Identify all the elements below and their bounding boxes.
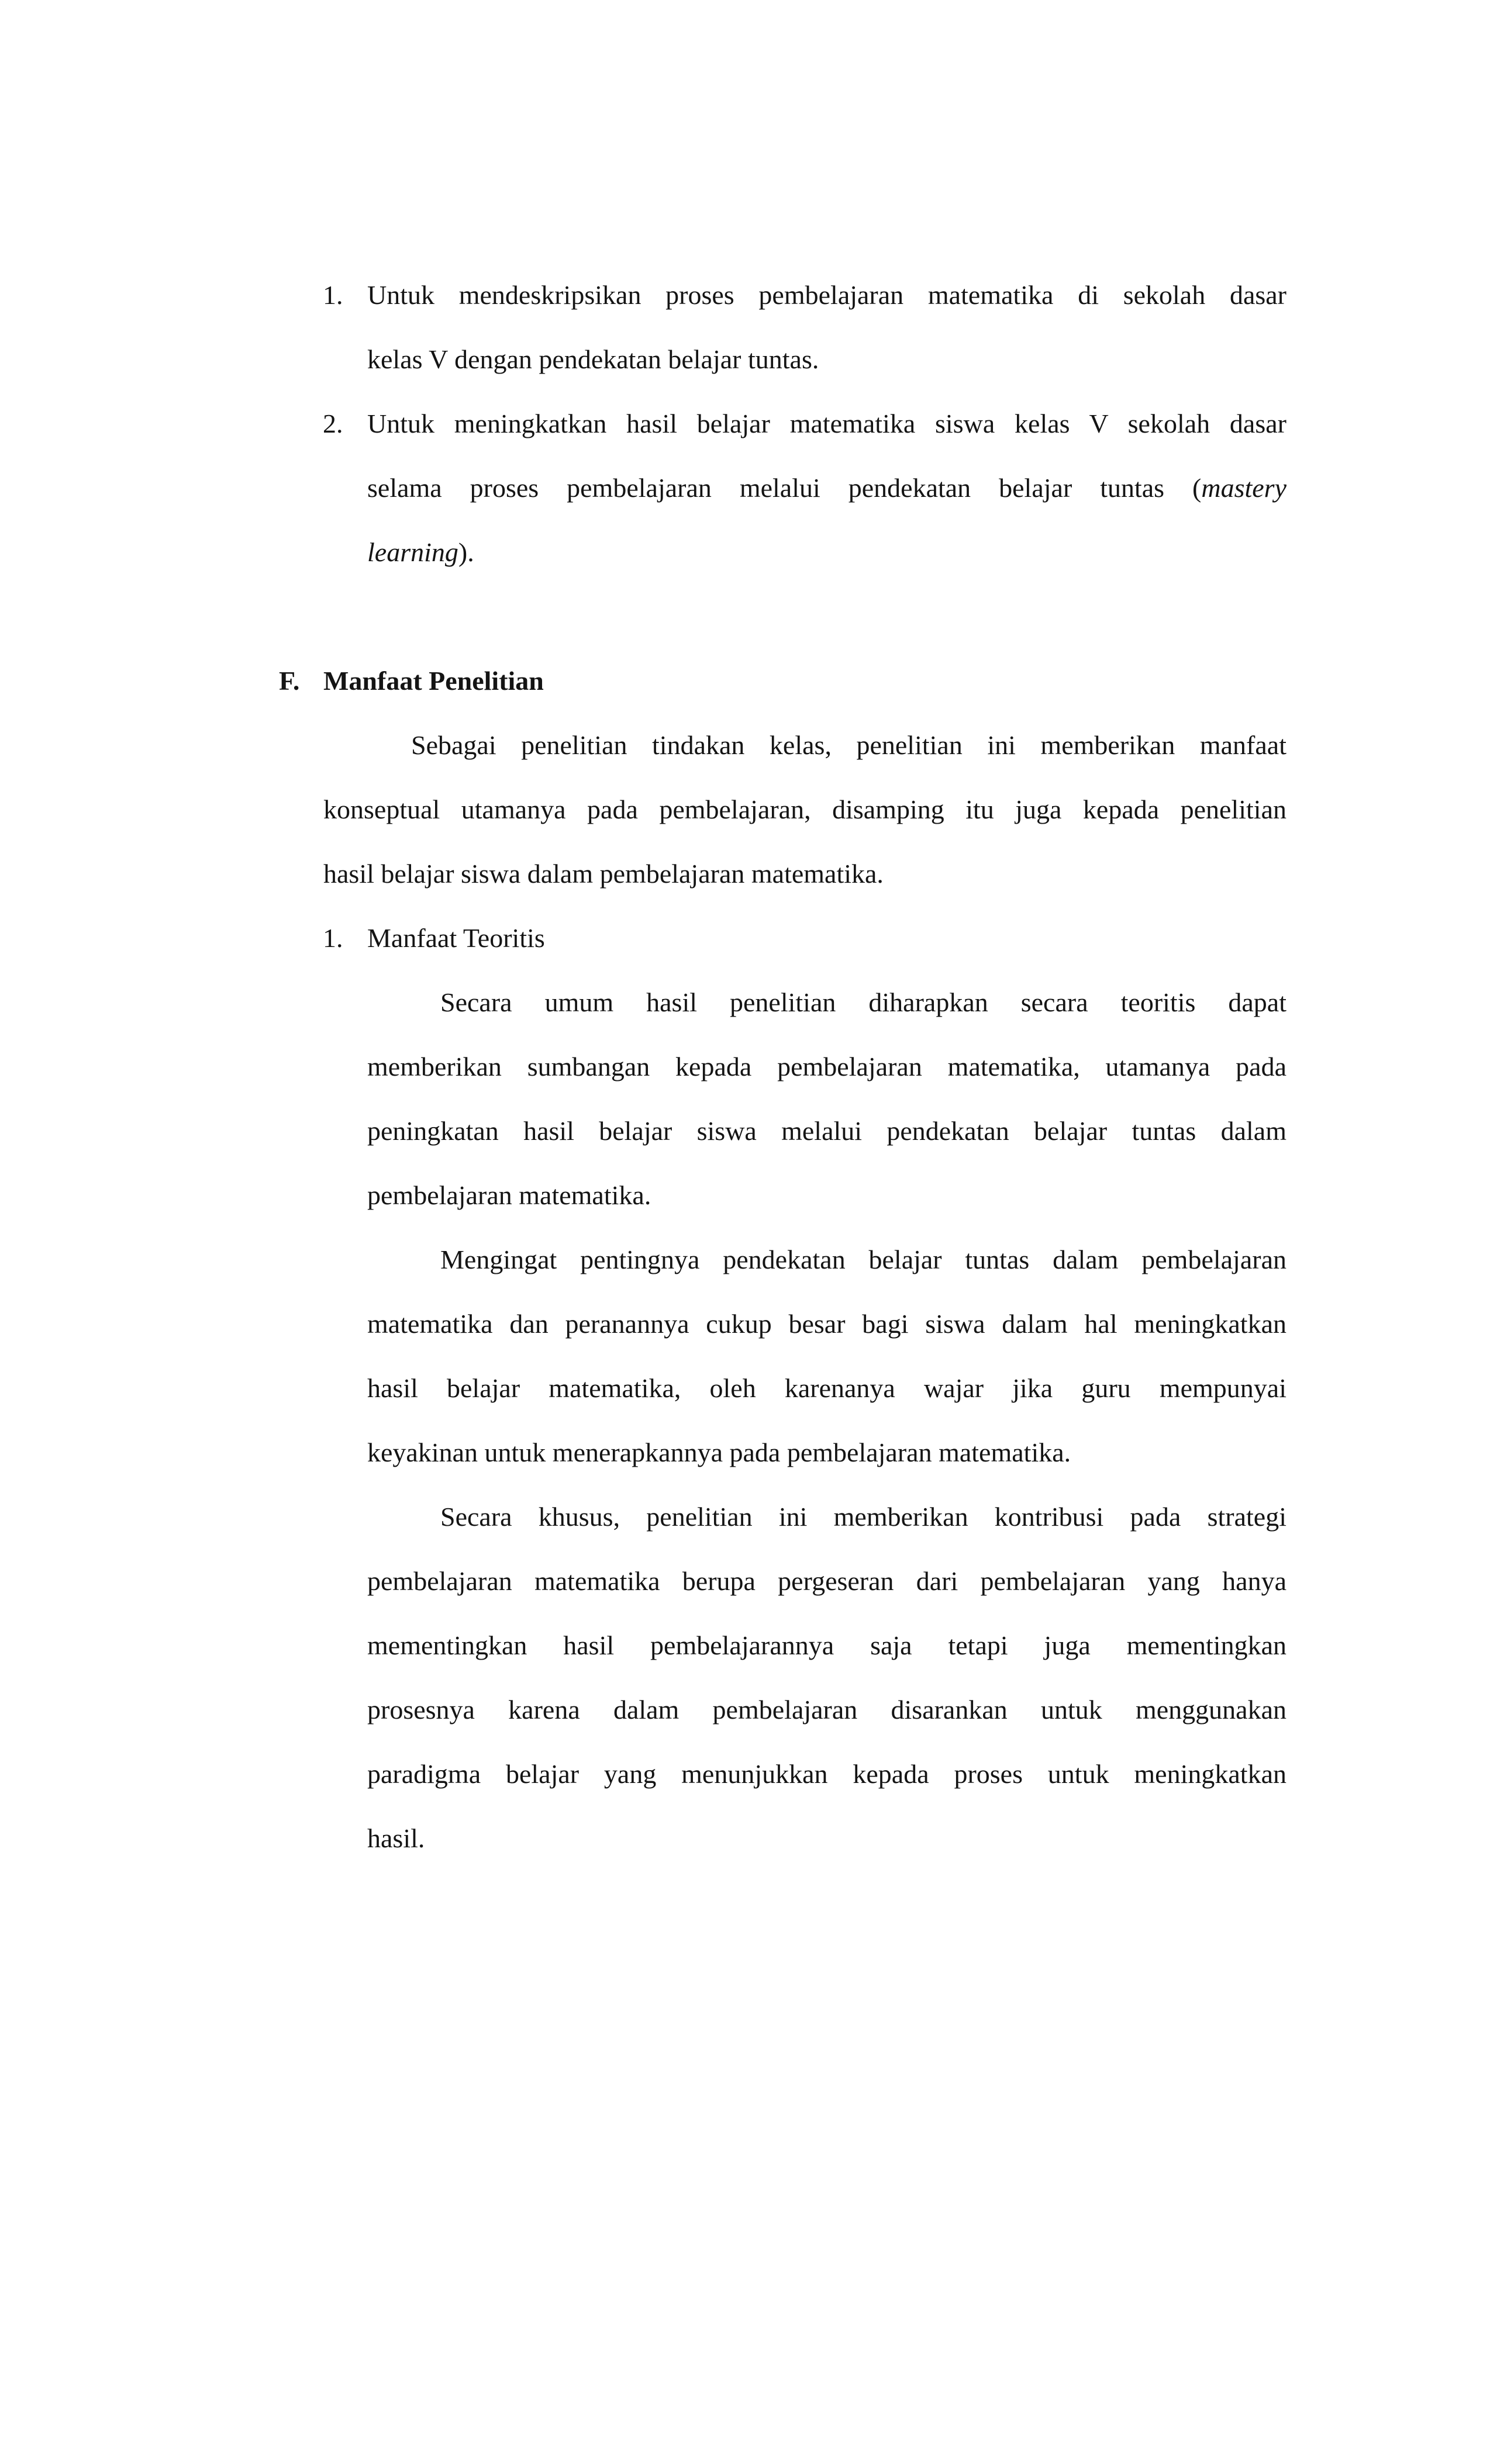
section-letter: F. <box>279 666 300 696</box>
objective-line <box>367 535 474 570</box>
paragraph-line: pembelajaran matematika. <box>367 1180 651 1210</box>
paragraph-line: mementingkan hasil pembelajarannya saja tetapi juga mementingkan <box>367 1630 1286 1660</box>
objective-line: Untuk meningkatkan hasil belajar matematika siswa kelas V sekolah dasar <box>367 409 1286 438</box>
objective-text: ). <box>458 537 474 567</box>
paragraph-line: hasil belajar matematika, oleh karenanya wajar jika guru mempunyai <box>367 1373 1286 1403</box>
objective-number: 2. <box>323 409 343 438</box>
objective-line <box>367 471 1286 506</box>
subsection-number: 1. <box>323 923 343 953</box>
paragraph-line: memberikan sumbangan kepada pembelajaran matematika, utamanya pada <box>367 1052 1286 1081</box>
objective-text: selama proses pembelajaran melalui pendekatan belajar tuntas ( <box>367 473 1202 503</box>
paragraph-line: pembelajaran matematika berupa pergeseran dari pembelajaran yang hanya <box>367 1566 1286 1596</box>
objective-line: kelas V dengan pendekatan belajar tuntas. <box>367 344 819 374</box>
paragraph-line: peningkatan hasil belajar siswa melalui pendekatan belajar tuntas dalam <box>367 1116 1286 1146</box>
section-title: Manfaat Penelitian <box>323 666 544 696</box>
objective-italic-term: mastery <box>1201 473 1286 503</box>
objective-line: Untuk mendeskripsikan proses pembelajaran matematika di sekolah dasar <box>367 280 1286 310</box>
paragraph-line: konseptual utamanya pada pembelajaran, disamping itu juga kepada penelitian <box>323 794 1286 824</box>
paragraph-line: hasil. <box>367 1823 425 1853</box>
paragraph-line: hasil belajar siswa dalam pembelajaran matematika. <box>323 859 884 889</box>
paragraph-line: Secara khusus, penelitian ini memberikan kontribusi pada strategi <box>440 1502 1286 1532</box>
paragraph-line: Mengingat pentingnya pendekatan belajar tuntas dalam pembelajaran <box>440 1245 1286 1274</box>
paragraph-line: paradigma belajar yang menunjukkan kepada proses untuk meningkatkan <box>367 1759 1286 1789</box>
paragraph-line: keyakinan untuk menerapkannya pada pembelajaran matematika. <box>367 1437 1071 1467</box>
subsection-title: Manfaat Teoritis <box>367 923 545 953</box>
objective-number: 1. <box>323 280 343 310</box>
paragraph-line: Sebagai penelitian tindakan kelas, penelitian ini memberikan manfaat <box>411 730 1286 760</box>
objective-italic-term: learning <box>367 537 458 567</box>
paragraph-line: matematika dan peranannya cukup besar bagi siswa dalam hal meningkatkan <box>367 1309 1286 1339</box>
paragraph-line: Secara umum hasil penelitian diharapkan secara teoritis dapat <box>440 987 1286 1017</box>
paragraph-line: prosesnya karena dalam pembelajaran disarankan untuk menggunakan <box>367 1695 1286 1725</box>
